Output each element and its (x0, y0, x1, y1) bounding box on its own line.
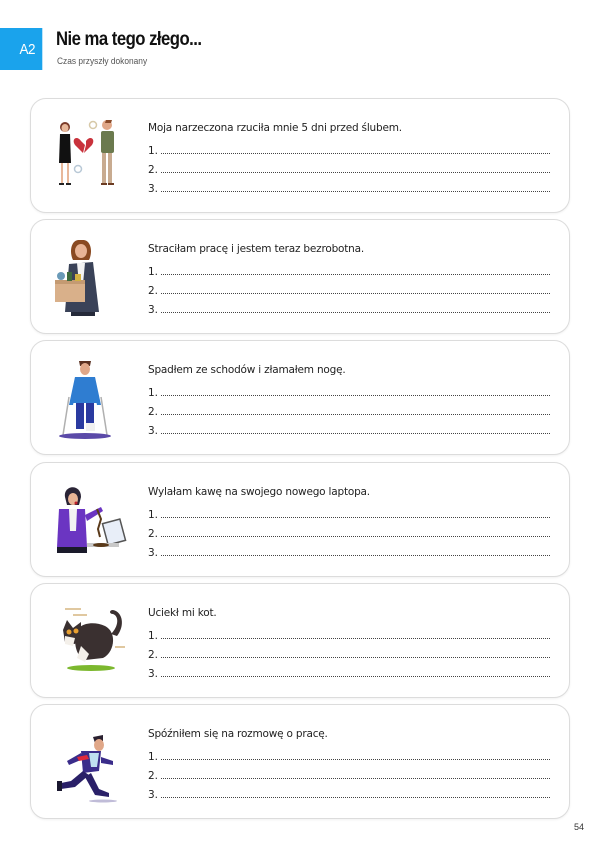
line-number: 1. (148, 387, 159, 399)
exercise-card-5 (30, 583, 570, 698)
answer-line[interactable] (148, 298, 550, 317)
line-number: 2. (148, 528, 159, 540)
running-businessman-icon (51, 717, 131, 807)
answer-field[interactable] (161, 667, 550, 677)
exercise-sentence: Spóźniłem się na rozmowę o pracę. (148, 728, 328, 740)
exercise-sentence: Straciłam pracę i jestem teraz bezrobotna. (148, 243, 364, 255)
answer-line[interactable] (148, 541, 550, 560)
line-number: 2. (148, 649, 159, 661)
woman-spilling-coffee-laptop-icon (51, 475, 131, 565)
exercise-card-6 (30, 704, 570, 819)
line-number: 3. (148, 183, 159, 195)
exercise-content (148, 363, 550, 438)
answer-line[interactable] (148, 662, 550, 681)
answer-line[interactable] (148, 177, 550, 196)
answer-line[interactable] (148, 400, 550, 419)
answer-field[interactable] (161, 303, 550, 313)
line-number: 1. (148, 751, 159, 763)
answer-field[interactable] (161, 508, 550, 518)
answer-field[interactable] (161, 284, 550, 294)
exercise-sentence: Spadłem ze schodów i złamałem nogę. (148, 364, 346, 376)
answer-field[interactable] (161, 546, 550, 556)
answer-field[interactable] (161, 265, 550, 275)
man-on-crutches-icon (51, 353, 131, 443)
answer-field[interactable] (161, 163, 550, 173)
line-number: 2. (148, 285, 159, 297)
page-title: Nie ma tego złego... (56, 29, 202, 50)
line-number: 2. (148, 770, 159, 782)
page-number: 54 (574, 822, 585, 832)
line-number: 2. (148, 164, 159, 176)
answer-line[interactable] (148, 139, 550, 158)
answer-line[interactable] (148, 783, 550, 802)
exercise-sentence: Moja narzeczona rzuciła mnie 5 dni przed ślubem. (148, 122, 402, 134)
line-number: 1. (148, 509, 159, 521)
answer-line[interactable] (148, 643, 550, 662)
running-cat-icon (51, 596, 131, 686)
line-number: 2. (148, 406, 159, 418)
answer-line[interactable] (148, 260, 550, 279)
answer-line[interactable] (148, 522, 550, 541)
exercise-content (148, 242, 550, 317)
line-number: 1. (148, 630, 159, 642)
line-number: 1. (148, 145, 159, 157)
answer-line[interactable] (148, 419, 550, 438)
answer-line[interactable] (148, 279, 550, 298)
answer-field[interactable] (161, 788, 550, 798)
answer-field[interactable] (161, 769, 550, 779)
line-number: 3. (148, 425, 159, 437)
line-number: 3. (148, 668, 159, 680)
answer-field[interactable] (161, 750, 550, 760)
exercise-content (148, 727, 550, 802)
answer-field[interactable] (161, 648, 550, 658)
answer-field[interactable] (161, 182, 550, 192)
line-number: 3. (148, 304, 159, 316)
exercise-card-4 (30, 462, 570, 577)
answer-field[interactable] (161, 386, 550, 396)
answer-line[interactable] (148, 764, 550, 783)
answer-field[interactable] (161, 144, 550, 154)
line-number: 3. (148, 547, 159, 559)
answer-line[interactable] (148, 158, 550, 177)
exercise-card-1 (30, 98, 570, 213)
answer-line[interactable] (148, 381, 550, 400)
exercise-content (148, 485, 550, 560)
answer-field[interactable] (161, 629, 550, 639)
level-badge: A2 (0, 28, 42, 70)
broken-engagement-couple-icon (51, 111, 131, 201)
exercise-sentence: Wylałam kawę na swojego nowego laptopa. (148, 486, 370, 498)
line-number: 3. (148, 789, 159, 801)
woman-carrying-box-icon (51, 232, 131, 322)
exercise-card-3 (30, 340, 570, 455)
answer-line[interactable] (148, 624, 550, 643)
answer-line[interactable] (148, 503, 550, 522)
exercise-card-2 (30, 219, 570, 334)
answer-field[interactable] (161, 424, 550, 434)
exercise-content (148, 606, 550, 681)
page-subtitle: Czas przyszły dokonany (57, 56, 148, 67)
answer-field[interactable] (161, 405, 550, 415)
answer-field[interactable] (161, 527, 550, 537)
exercise-sentence: Uciekł mi kot. (148, 607, 217, 619)
answer-line[interactable] (148, 745, 550, 764)
line-number: 1. (148, 266, 159, 278)
exercise-content (148, 121, 550, 196)
